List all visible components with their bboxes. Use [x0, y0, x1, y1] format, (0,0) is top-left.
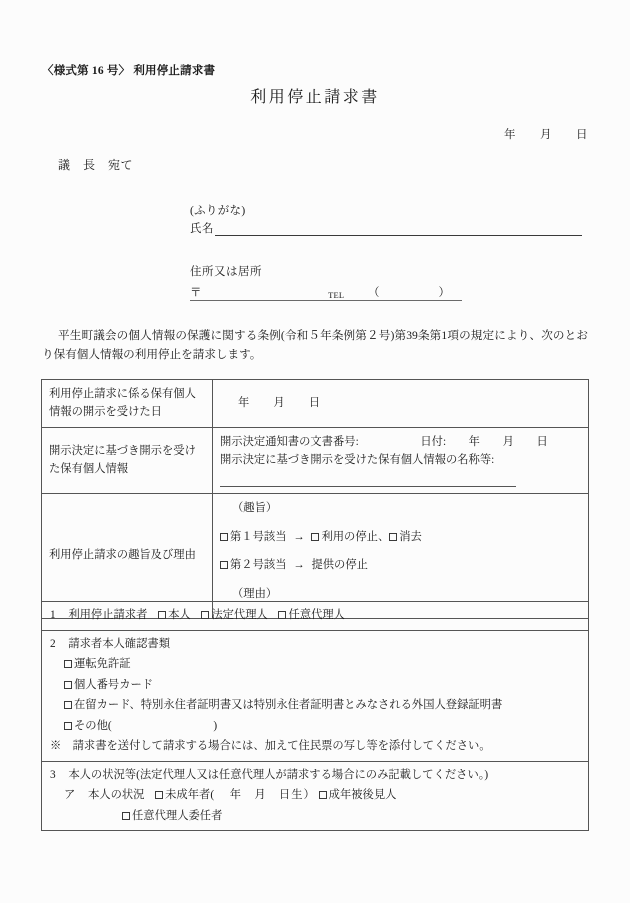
body-paragraph: 平生町議会の個人情報の保護に関する条例(令和５年条例第２号)第39条第1項の規定により、次のとおり保有個人情報の利用停止を請求します。 — [42, 329, 588, 362]
option1-sub1-label: 利用の停止、 — [321, 530, 390, 543]
section3-guardian-label: 成年被後見人 — [328, 789, 397, 801]
purpose-heading: （趣旨） — [232, 502, 278, 514]
cell-disclosure-date-value[interactable] — [213, 380, 589, 428]
section2-option-0: 運転免許証 — [74, 658, 131, 670]
option1-sub2-label: 消去 — [399, 530, 422, 543]
date-entry-line: 年 月 日 — [504, 129, 588, 141]
postal-code-icon: 〒 — [190, 287, 202, 299]
checkbox-drivers-license-icon[interactable] — [64, 660, 72, 668]
section3-label: 本人の状況等(法定代理人又は任意代理人が請求する場合にのみ記載してください。) — [68, 768, 489, 781]
form-number-label: 〈様式第 16 号〉 利用停止請求書 — [42, 65, 216, 77]
address-field-row[interactable] — [190, 284, 462, 301]
info-name-input-rule[interactable] — [220, 475, 516, 487]
name-field-row — [190, 220, 582, 236]
info-name-label: 開示決定に基づき開示を受けた保有個人情報の名称等: — [220, 453, 495, 466]
row-header-purpose-reason: 利用停止請求の趣旨及び理由 — [42, 494, 213, 619]
request-details-table — [41, 379, 589, 619]
checkbox-voluntary-proxy-icon[interactable] — [278, 611, 286, 619]
checkbox-adult-ward-icon[interactable] — [319, 791, 327, 799]
cell-disclosed-info-value[interactable] — [213, 428, 589, 494]
option2-label: 第２号該当 — [230, 559, 287, 571]
table-row — [42, 630, 589, 761]
applicant-verification-table — [41, 601, 589, 831]
table-row — [42, 494, 589, 619]
table-row — [42, 761, 589, 831]
telephone-paren: （ ） — [368, 287, 462, 299]
section1-option-1: 法定代理人 — [211, 609, 268, 621]
option-row-2 — [220, 557, 581, 575]
checkbox-legal-proxy-icon[interactable] — [201, 611, 209, 619]
section3-proxy-row — [50, 808, 580, 826]
checkbox-proxy-delegator-icon[interactable] — [122, 812, 130, 820]
section3-proxy-label: 任意代理人委任者 — [132, 809, 223, 822]
document-date-label: 日付: 年 月 日 — [420, 436, 548, 448]
table-row — [42, 380, 589, 428]
applicant-block — [190, 202, 582, 301]
section3-cell — [42, 761, 589, 831]
document-number-line — [220, 434, 581, 452]
address-label: 住所又は居所 — [190, 266, 262, 278]
arrow-icon: → — [293, 530, 305, 543]
row-header-disclosure-date: 利用停止請求に係る保有個人情報の開示を受けた日 — [42, 380, 213, 428]
reason-heading: （理由） — [232, 587, 278, 600]
checkbox-item1-icon[interactable] — [220, 533, 228, 541]
section2-option-2: 在留カード、特別永住者証明書又は特別永住者証明書とみなされる外国人登録証明書 — [74, 699, 503, 711]
option1-label: 第１号該当 — [230, 530, 287, 543]
section3-minor-date: 年 月 日生） — [229, 789, 316, 801]
section1-option-2: 任意代理人 — [288, 609, 345, 621]
section2-note: ※ 請求書を送付して請求する場合には、加えて住民票の写し等を添付してください。 — [50, 740, 491, 752]
section1-option-0: 本人 — [168, 609, 191, 621]
document-number-label: 開示決定通知書の文書番号: — [220, 436, 359, 448]
section1-cell — [42, 602, 589, 631]
checkbox-item2-icon[interactable] — [220, 561, 228, 569]
section2-option-row-2 — [50, 697, 580, 715]
name-label: 氏名 — [190, 223, 214, 235]
disclosure-date-blank: 年 月 日 — [238, 396, 321, 409]
section2-heading — [50, 636, 580, 654]
section3-item-marker: ア — [64, 789, 76, 801]
section3-item-label: 本人の状況 — [87, 789, 145, 801]
section2-number: 2 — [50, 637, 56, 650]
section2-option-1: 個人番号カード — [74, 678, 154, 691]
option2-value-label: 提供の停止 — [311, 559, 368, 571]
page-title: 利用停止請求書 — [250, 89, 380, 106]
telephone-label: TEL — [328, 290, 345, 300]
checkbox-minor-icon[interactable] — [155, 791, 163, 799]
row-header-disclosed-info: 開示決定に基づき開示を受けた保有個人情報 — [42, 428, 213, 494]
section2-other-row — [50, 718, 580, 736]
checkbox-mynumber-card-icon[interactable] — [64, 681, 72, 689]
section1-label: 利用停止請求者 — [68, 609, 148, 621]
addressee-label: 議 長 宛て — [58, 158, 134, 172]
section2-option-row-1 — [50, 677, 580, 695]
arrow-icon: → — [293, 559, 305, 571]
section2-option-row-0 — [50, 656, 580, 674]
table-row — [42, 428, 589, 494]
checkbox-residence-card-icon[interactable] — [64, 701, 72, 709]
checkbox-other-icon[interactable] — [64, 722, 72, 730]
section3-status-row — [50, 787, 580, 805]
section3-minor-label: 未成年者( — [165, 789, 215, 801]
section2-cell — [42, 630, 589, 761]
cell-purpose-reason-value — [213, 494, 589, 619]
section1-number: 1 — [50, 609, 56, 621]
checkbox-suspend-use-icon[interactable] — [311, 533, 319, 541]
section2-other-label: その他( — [74, 719, 112, 732]
section2-label: 請求者本人確認書類 — [68, 637, 170, 650]
section3-heading — [50, 767, 580, 785]
name-input-rule[interactable] — [215, 222, 582, 236]
section3-number: 3 — [50, 768, 56, 781]
section2-other-close: ) — [213, 719, 218, 732]
checkbox-erase-icon[interactable] — [389, 533, 397, 541]
option-row-1 — [220, 529, 581, 547]
furigana-label: (ふりがな) — [190, 205, 246, 217]
table-row — [42, 602, 589, 631]
checkbox-self-icon[interactable] — [158, 611, 166, 619]
